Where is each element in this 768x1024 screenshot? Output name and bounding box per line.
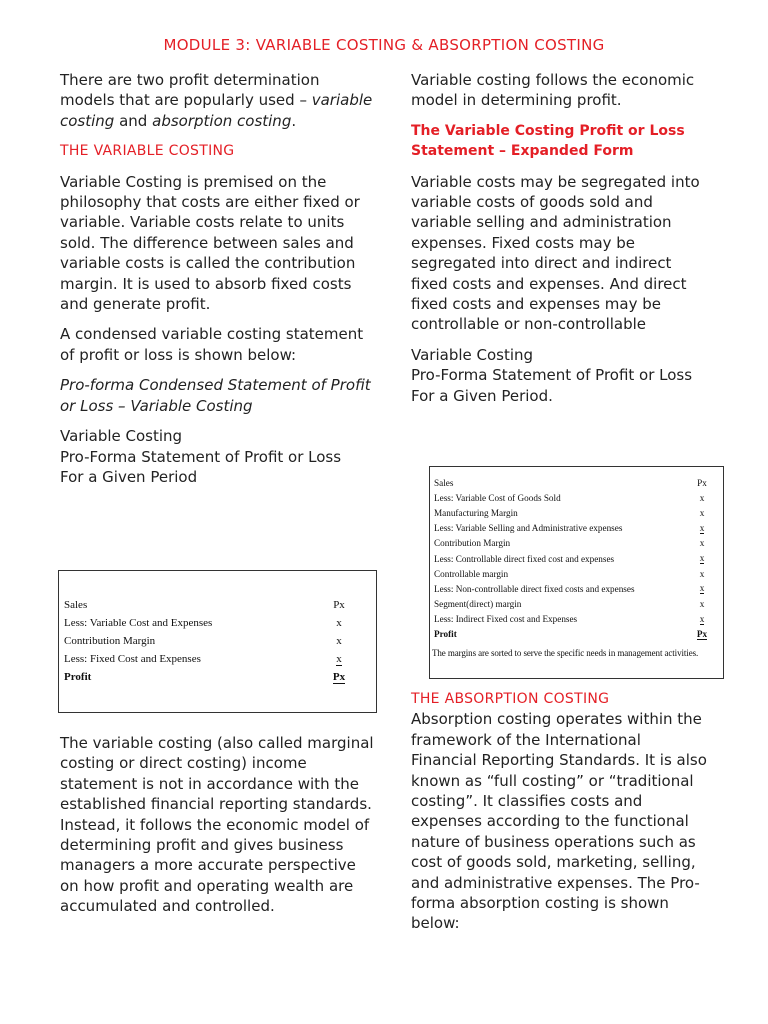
row-label: Less: Variable Selling and Administrative expenses <box>434 523 623 534</box>
table-row <box>64 632 364 650</box>
row-label: Manufacturing Margin <box>434 507 518 518</box>
row-value: x <box>699 583 705 594</box>
row-label: Less: Non-controllable direct fixed costs and expenses <box>434 583 635 594</box>
condensed-paragraph: A condensed variable costing statement of profit or loss is shown below: <box>60 325 364 364</box>
absorption-costing-paragraph: Absorption costing operates within the framework of the International Financial Reporting Standards. It is also known as “full costing” or “traditional costing”. It classifies costs and expenses according to the functional nature of business operations such as cost of goods sold, marketing, selling, and administrative expenses. The Pro-forma absorption costing is shown below: <box>411 710 707 933</box>
heading-absorption-costing: THE ABSORPTION COSTING <box>411 691 610 707</box>
table-row <box>434 521 718 536</box>
table-row <box>64 596 364 614</box>
statement-heading-condensed <box>60 426 376 487</box>
row-value: Px <box>697 477 707 488</box>
statement-heading-line-2: Pro-Forma Statement of Profit or Loss <box>60 447 342 466</box>
variable-costing-paragraph: Variable Costing is premised on the philosophy that costs are either fixed or variable. Variable costs relate to units sold. The difference between sales and variable costs is called the contribution margin. It is used to absorb fixed costs and generate profit. <box>60 172 360 314</box>
table-row <box>434 475 718 490</box>
row-label: Sales <box>64 599 88 611</box>
table-row <box>434 536 718 551</box>
left-column-bottom <box>60 733 376 927</box>
table-row <box>434 551 718 566</box>
intro-period: . <box>291 111 297 130</box>
table-row <box>434 581 718 596</box>
intro-text: There are two profit determination models that are popularly used – <box>60 71 320 110</box>
proforma-caption: Pro-forma Condensed Statement of Profit or Loss – Variable Costing <box>60 376 371 415</box>
statement-heading-line-3: For a Given Period <box>60 467 198 486</box>
right-column <box>411 70 711 416</box>
table-row <box>434 597 718 612</box>
row-value: Px <box>333 599 345 611</box>
row-value: x <box>336 617 342 629</box>
statement-heading-line-2: Pro-Forma Statement of Profit or Loss <box>411 366 693 385</box>
row-value: x <box>699 568 705 579</box>
row-label: Less: Variable Cost and Expenses <box>64 617 213 629</box>
row-label: Less: Variable Cost of Goods Sold <box>434 492 561 503</box>
row-value: x <box>699 613 705 624</box>
intro-absorption-costing: absorption costing <box>152 111 292 130</box>
statement-heading-line-1: Variable Costing <box>60 427 183 446</box>
row-value: x <box>699 492 705 503</box>
row-label: Less: Indirect Fixed cost and Expenses <box>434 614 578 625</box>
right-column-bottom <box>411 689 711 944</box>
row-value: x <box>699 599 705 610</box>
page-title: MODULE 3: VARIABLE COSTING & ABSORPTION COSTING <box>163 36 605 54</box>
row-label: Controllable margin <box>434 568 509 579</box>
statement-heading-line-3: For a Given Period. <box>411 386 553 405</box>
heading-variable-costing: THE VARIABLE COSTING <box>60 143 235 160</box>
table-row <box>434 566 718 581</box>
row-label: Sales <box>434 477 454 488</box>
intro-variable-costing: variable costing <box>60 91 373 130</box>
table-row <box>434 505 718 520</box>
table-row <box>434 612 718 627</box>
row-value: x <box>699 538 705 549</box>
row-label: Less: Fixed Cost and Expenses <box>64 653 201 665</box>
intro-and: and <box>119 111 148 130</box>
row-value: Px <box>332 670 346 683</box>
heading-expanded-form: The Variable Costing Profit or Loss Statement – Expanded Form <box>411 122 685 160</box>
expanded-statement-table <box>429 466 724 679</box>
statement-heading-line-1: Variable Costing <box>411 345 534 364</box>
row-value: Px <box>696 628 708 639</box>
table-row <box>64 650 364 668</box>
condensed-statement-table <box>58 570 377 713</box>
table-row <box>434 490 718 505</box>
row-label: Contribution Margin <box>64 635 156 647</box>
table-note: The margins are sorted to serve the specific needs in management activities. <box>432 648 699 659</box>
statement-heading-expanded <box>411 345 711 406</box>
row-value: x <box>699 507 705 518</box>
row-label: Segment(direct) margin <box>434 599 522 610</box>
row-label: Profit <box>434 629 457 640</box>
row-value: x <box>336 635 342 647</box>
row-value: x <box>699 553 705 564</box>
row-label: Profit <box>64 671 92 683</box>
table-row <box>64 614 364 632</box>
row-label: Less: Controllable direct fixed cost and expenses <box>434 553 615 564</box>
segregation-paragraph: Variable costs may be segregated into variable costs of goods sold and variable selling and administration expenses. Fixed costs may be segregated into direct and indirect fixed costs and expenses. And direct fixed costs and expenses may be controllable or non-controllable <box>411 172 700 334</box>
left-column <box>60 70 376 497</box>
row-value: x <box>699 522 705 533</box>
intro-paragraph <box>60 70 376 131</box>
row-value: x <box>336 652 342 665</box>
economic-model-paragraph: Variable costing follows the economic model in determining profit. <box>411 71 695 110</box>
row-label: Contribution Margin <box>434 538 511 549</box>
variable-costing-standards-paragraph: The variable costing (also called marginal costing or direct costing) income statement is not in accordance with the established financial reporting standards. Instead, it follows the economic model of determining profit and gives business managers a more accurate perspective on how profit and operating wealth are accumulated and controlled. <box>60 734 374 916</box>
table-row <box>64 668 364 686</box>
table-row <box>434 627 718 642</box>
